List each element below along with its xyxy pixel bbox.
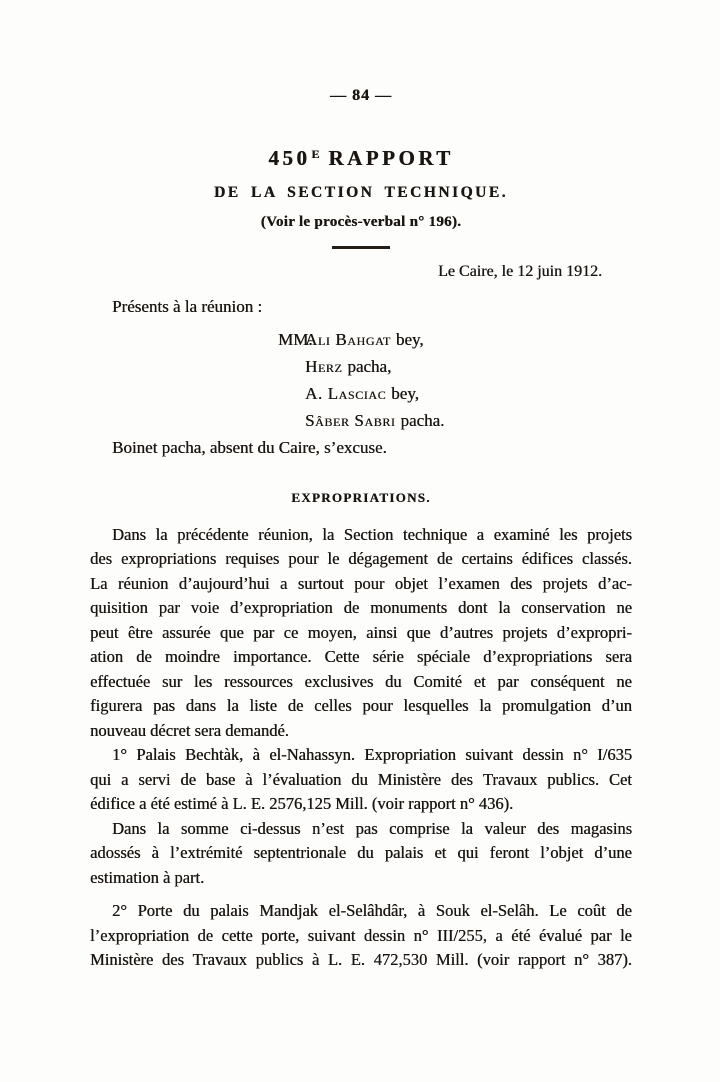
report-title — [90, 142, 632, 170]
attendees-prefix-spacer — [278, 407, 305, 434]
attendee-honorific: pacha, — [347, 356, 392, 376]
report-number-ordinal: E — [311, 147, 320, 161]
text-line: estimation à part. — [90, 867, 205, 887]
dateline: Le Caire, le 12 juin 1912. — [438, 262, 602, 280]
attendee — [305, 353, 391, 380]
page-number: — 84 — — [330, 87, 392, 104]
text-line: quisition par voie d’expropriation de monuments dont la conservation ne — [90, 598, 632, 617]
paragraph-3 — [90, 817, 632, 891]
text-line: l’expropriation de cette porte, suivant dessin n° III/255, a été évalué par le — [90, 925, 632, 945]
report-word: RAPPORT — [328, 146, 454, 170]
attendees-prefix-spacer — [278, 380, 305, 407]
text-line: qui a servi de base à l’évaluation du Ministère des Travaux publics. Cet — [90, 769, 632, 789]
text-line: 2° Porte du palais Mandjak el-Selâhdâr, à Souk el-Selâh. Le coût de — [112, 901, 632, 920]
absent-note: Boinet pacha, absent du Caire, s’excuse. — [112, 437, 387, 457]
text-line: 1° Palais Bechtàk, à el-Nahassyn. Expropriation suivant dessin n° I/635 — [112, 745, 632, 764]
paragraph-2 — [90, 743, 632, 817]
attendee-honorific: bey, — [395, 329, 424, 349]
attendee-row — [278, 326, 632, 353]
attendee-name: Ali Bahgat — [305, 329, 391, 349]
text-line: Dans la somme ci-dessus n’est pas comprise la valeur des magasins — [112, 818, 632, 838]
reference-note: (Voir le procès-verbal n° 196). — [260, 214, 462, 230]
text-line: figurera pas dans la liste de celles pour lesquelles la promulgation d’un — [90, 696, 632, 715]
section-heading: EXPROPRIATIONS. — [291, 489, 431, 505]
text-line: ation de moindre importance. Cette série spéciale d’expropriations sera — [90, 647, 632, 666]
paragraph-1 — [90, 523, 632, 744]
text-line: des expropriations requises pour le dégagement de certains édifices classés. — [90, 549, 632, 568]
divider-rule — [332, 246, 390, 249]
attendee-name: Herz — [305, 356, 343, 376]
report-subtitle: DE LA SECTION TECHNIQUE. — [214, 184, 508, 201]
attendee — [305, 326, 424, 353]
text-line: adossés à l’extrémité septentrionale du palais et qui feront l’objet d’une — [90, 843, 632, 862]
text-line: Ministère des Travaux publics à L. E. 472,530 Mill. (voir rapport n° 387). — [90, 950, 632, 969]
attendee-row — [278, 353, 632, 380]
attendees-prefix: MM. — [278, 329, 313, 349]
attendance-intro: Présents à la réunion : — [112, 296, 263, 316]
text-line: peut être assurée que par ce moyen, ainsi que d’autres projets d’expropri- — [90, 622, 632, 642]
text-line: La réunion d’aujourd’hui a surtout pour objet l’examen des projets d’ac- — [90, 573, 632, 593]
text-line: édifice a été estimé à L. E. 2576,125 Mill. (voir rapport n° 436). — [90, 794, 514, 813]
attendee — [305, 380, 419, 407]
attendee-row — [278, 407, 632, 434]
paragraph-4 — [90, 899, 632, 973]
page-content — [90, 86, 632, 973]
attendee-honorific: pacha. — [400, 410, 445, 430]
attendee-honorific: bey, — [391, 383, 419, 403]
attendees-prefix-spacer — [278, 353, 305, 380]
attendees-list — [278, 326, 632, 434]
attendee-name: Sâber Sabri — [305, 410, 396, 430]
report-number: 450 — [268, 146, 311, 170]
attendee — [305, 407, 444, 434]
attendee-row — [278, 380, 632, 407]
text-line: effectuée sur les ressources exclusives du Comité et par conséquent ne — [90, 671, 632, 691]
text-line: Dans la précédente réunion, la Section technique a examiné les projets — [112, 524, 632, 544]
text-line: nouveau décret sera demandé. — [90, 720, 289, 740]
body-text — [90, 523, 632, 973]
attendee-name: A. Lasciac — [305, 383, 387, 403]
